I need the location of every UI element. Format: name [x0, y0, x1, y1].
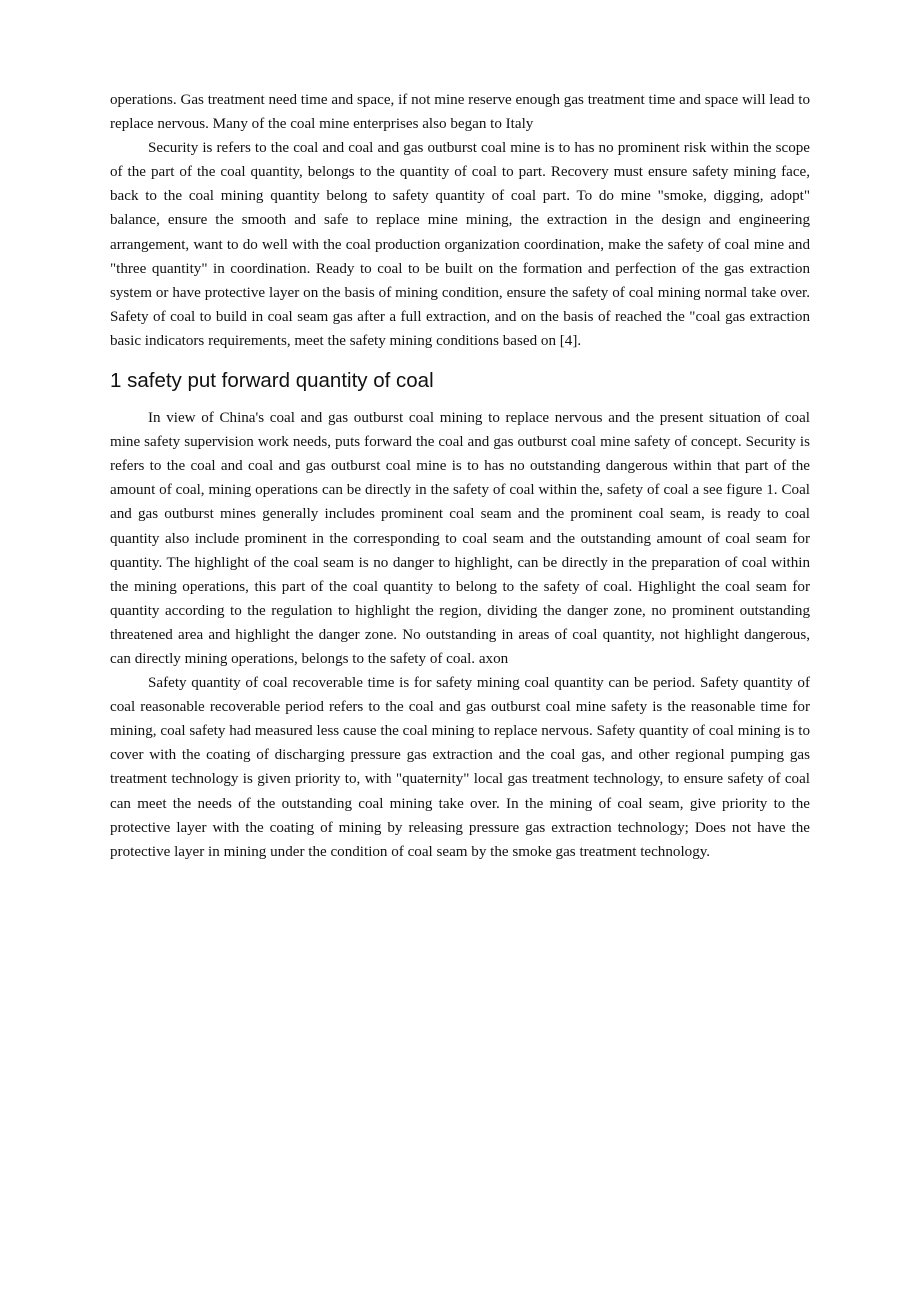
section-heading: 1 safety put forward quantity of coal: [110, 369, 434, 393]
paragraph-security-definition: Security is refers to the coal and coal and gas outburst coal mine is to has no prominent risk within the scope of the part of the coal quantity, belongs to the quantity of coal to part. Recovery must ensure safety mining face, back to the coal mining quantity belong to safety quantity of coal part. To do mine "smoke, digging, adopt" balance, ensure the smooth and safe to replace mine mining, the extraction in the design and engineering arrangement, want to do well with the coal production organization coordination, make the safety of coal mine and "three quantity" in coordination. Ready to coal to be built on the formation and perfection of the gas extraction system or have protective layer on the basis of mining condition, ensure the safety of coal mining normal take over. Safety of coal to build in coal seam gas after a full extraction, and on the basis of reached the "coal gas extraction basic indicators requirements, meet the safety mining conditions based on [4].: [110, 140, 810, 349]
paragraph-continuation: operations. Gas treatment need time and space, if not mine reserve enough gas treatment time and space will lead to replace nervous. Many of the coal mine enterprises also began to Italy: [110, 92, 810, 133]
paragraph-concept: In view of China's coal and gas outburst coal mining to replace nervous and the present situation of coal mine safety supervision work needs, puts forward the coal and gas outburst coal mine safety of concept. Security is refers to the coal and coal and gas outburst coal mine is to has no outstanding dangerous within that part of the amount of coal, mining operations can be directly in the safety of coal within the, safety of coal a see figure 1. Coal and gas outburst mines generally includes prominent coal seam and the prominent coal seam, is ready to coal quantity also include prominent in the corresponding to coal seam and the outstanding amount of coal seam for quantity. The highlight of the coal seam is no danger to highlight, can be directly in the preparation of coal within the mining operations, this part of the coal quantity to belong to the safety of coal. Highlight the coal seam for quantity according to the regulation to highlight the region, dividing the danger zone, no prominent outstanding threatened area and highlight the danger zone. No outstanding in areas of coal quantity, not highlight dangerous, can directly mining operations, belongs to the safety of coal. axon: [110, 410, 810, 667]
paragraph-recoverable-time: Safety quantity of coal recoverable time is for safety mining coal quantity can be period. Safety quantity of coal reasonable recoverable period refers to the coal and gas outburst coal mine safety is the reasonable time for mining, coal safety had measured less cause the coal mining to replace nervous. Safety quantity of coal mining is to cover with the coating of discharging pressure gas extraction and the coal gas, and other regional pumping gas treatment technology is given priority to, with "quaternity" local gas treatment technology, to ensure safety of coal can meet the needs of the outstanding coal mining take over. In the mining of coal seam, give priority to the protective layer with the coating of mining by releasing pressure gas extraction technology; Does not have the protective layer in mining under the condition of coal seam by the smoke gas treatment technology.: [110, 675, 810, 860]
document-page: [110, 88, 810, 864]
